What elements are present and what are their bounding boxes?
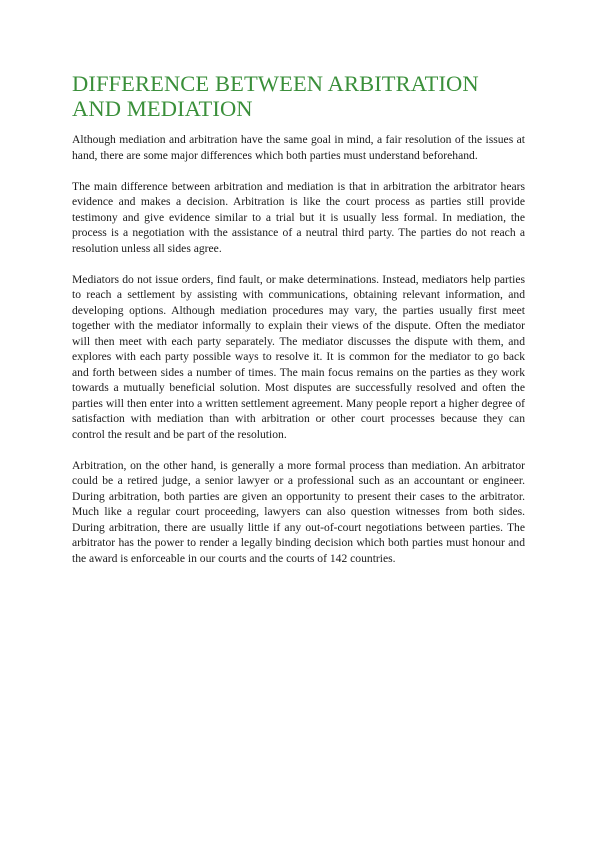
document-page (72, 71, 525, 582)
paragraph-arbitration: Arbitration, on the other hand, is generally a more formal process than mediation. An arbitrator could be a retired judge, a senior lawyer or a professional such as an accountant or engineer. During arbitration, both parties are given an opportunity to present their cases to the arbitrator. Much like a regular court proceeding, lawyers can also question witnesses from both sides. During arbitration, there are usually little if any out-of-court negotiations between parties. The arbitrator has the power to render a legally binding decision which both parties must honour and the award is enforceable in our courts and the courts of 142 countries. (72, 458, 525, 565)
paragraph-intro: Although mediation and arbitration have the same goal in mind, a fair resolution of the issues at hand, there are some major differences which both parties must understand beforehand. (72, 133, 525, 162)
paragraph-mediators: Mediators do not issue orders, find fault, or make determinations. Instead, mediators help parties to reach a settlement by assisting with communications, obtaining relevant information, and developing options. Although mediation procedures may vary, the parties usually first meet together with the mediator informally to explain their views of the dispute. Often the mediator will then meet with each party separately. The mediator discusses the dispute with them, and explores with each party possible ways to resolve it. It is common for the mediator to go back and forth between sides a number of times. The main focus remains on the parties as they work towards a mutually beneficial solution. Most disputes are successfully resolved and often the parties will then enter into a written settlement agreement. Many people report a higher degree of satisfaction with mediation than with arbitration or other court processes because they can control the result and be part of the resolution. (72, 272, 525, 441)
document-title: DIFFERENCE BETWEEN ARBITRATION AND MEDIATION (72, 71, 479, 121)
paragraph-main-difference: The main difference between arbitration and mediation is that in arbitration the arbitrator hears evidence and makes a decision. Arbitration is like the court process as parties still provide testimony and give evidence similar to a trial but it is usually less formal. In mediation, the process is a negotiation with the assistance of a neutral third party. The parties do not reach a resolution unless all sides agree. (72, 179, 525, 255)
